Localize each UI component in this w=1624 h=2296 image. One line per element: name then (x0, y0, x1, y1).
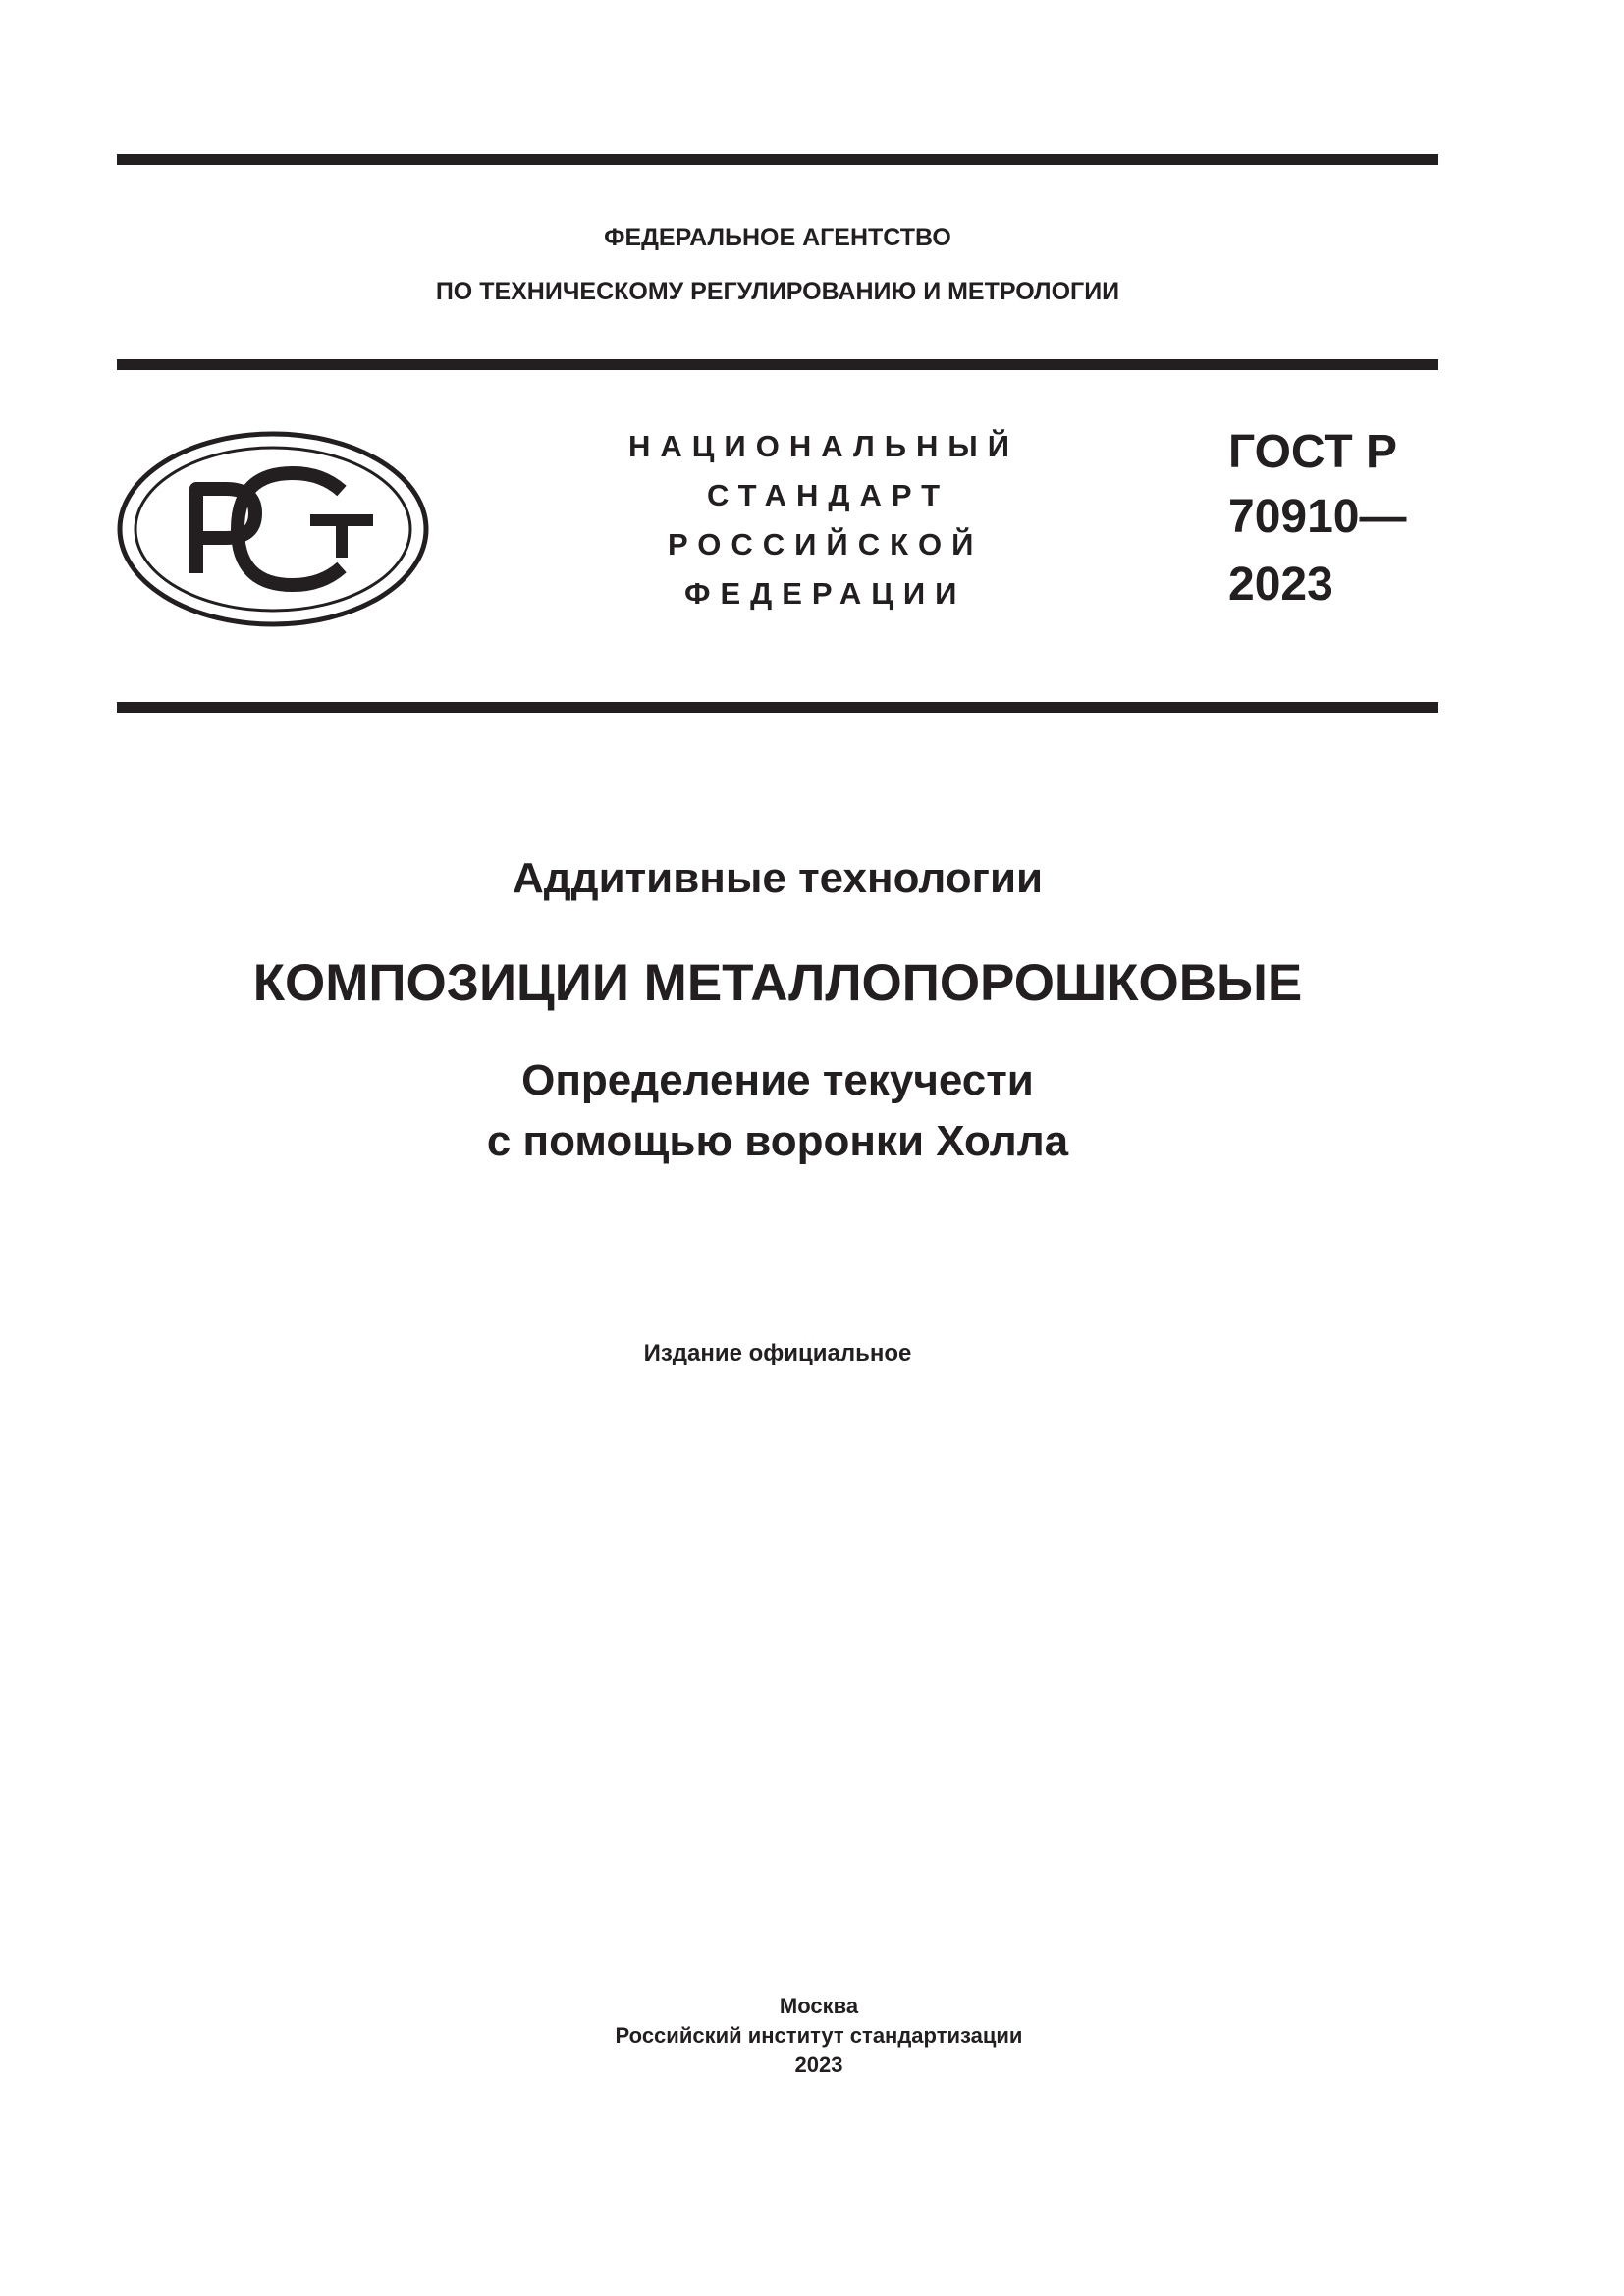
document-title: КОМПОЗИЦИИ МЕТАЛЛОПОРОШКОВЫЕ (252, 954, 1303, 1012)
standard-type-line-1: НАЦИОНАЛЬНЫЙ (628, 429, 1020, 463)
document-method-line-2: с помощью воронки Холла (486, 1117, 1069, 1165)
standard-type-line-2: СТАНДАРТ (707, 478, 950, 512)
rst-certification-mark-icon (116, 430, 430, 628)
agency-rule (117, 359, 1438, 370)
standard-designation-line-2: 70910— (1228, 491, 1407, 543)
standard-designation-line-3: 2023 (1228, 559, 1333, 611)
edition-note: Издание официальное (643, 1340, 912, 1366)
imprint-publisher: Российский институт стандартизации (615, 2023, 1023, 2048)
document-method-line-1: Определение текучести (521, 1056, 1034, 1104)
imprint-city: Москва (779, 1994, 859, 2018)
top-rule (117, 154, 1438, 165)
agency-name-line-2: ПО ТЕХНИЧЕСКОМУ РЕГУЛИРОВАНИЮ И МЕТРОЛОГИИ (435, 278, 1120, 305)
standard-designation-line-1: ГОСТ Р (1228, 426, 1398, 478)
agency-name-line-1: ФЕДЕРАЛЬНОЕ АГЕНТСТВО (604, 224, 951, 251)
document-subtitle: Аддитивные технологии (512, 854, 1044, 902)
standard-type-line-3: РОССИЙСКОЙ (668, 527, 984, 561)
header-bottom-rule (117, 702, 1438, 713)
imprint-year: 2023 (794, 2053, 843, 2077)
standard-type-line-4: ФЕДЕРАЦИИ (684, 576, 967, 611)
